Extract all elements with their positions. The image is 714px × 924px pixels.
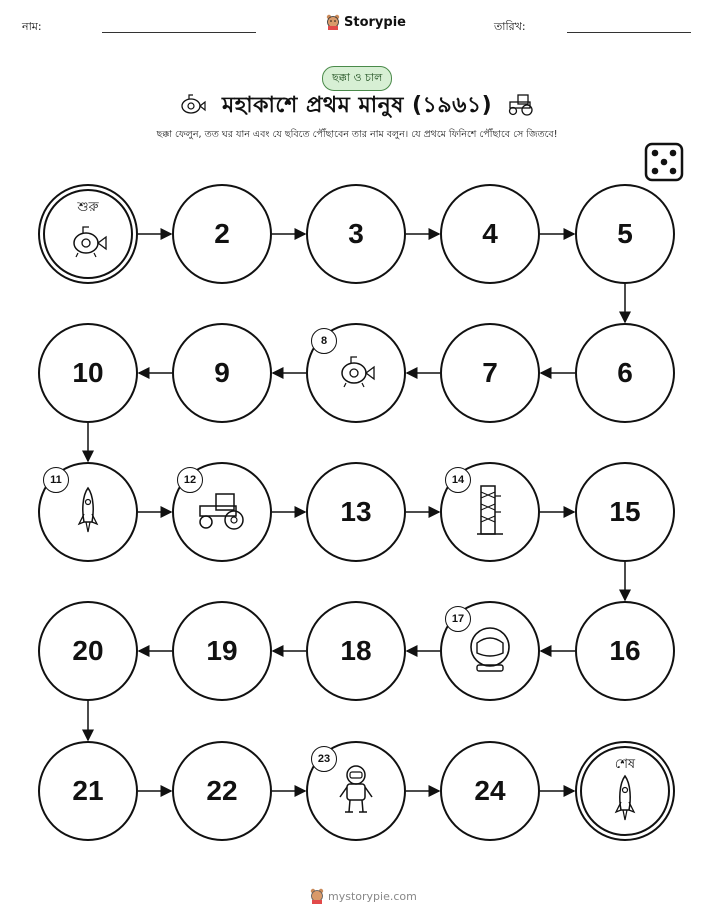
cell-number: 19: [206, 635, 238, 666]
cell-number-badge: 11: [43, 467, 69, 493]
board-cell-24[interactable]: [440, 741, 540, 841]
cell-number: 13: [340, 496, 372, 527]
cell-number: 4: [482, 218, 498, 249]
tractor-icon: [194, 490, 250, 534]
cell-number: 20: [72, 635, 104, 666]
rocket-icon: [77, 486, 99, 538]
board-cell-13[interactable]: [306, 462, 406, 562]
cell-number: 10: [72, 357, 104, 388]
bear-icon: [310, 888, 324, 904]
board-cell-5[interactable]: [575, 184, 675, 284]
cell-number: 18: [340, 635, 372, 666]
board-cell-11[interactable]: [38, 462, 138, 562]
board-cell-3[interactable]: [306, 184, 406, 284]
cell-number-badge: 23: [311, 746, 337, 772]
brand-name: Storypie: [344, 14, 406, 30]
board-cell-14[interactable]: [440, 462, 540, 562]
board-cell-17[interactable]: [440, 601, 540, 701]
start-label: শুরু: [77, 200, 99, 215]
board-cell-23[interactable]: [306, 741, 406, 841]
board-cell-15[interactable]: [575, 462, 675, 562]
date-label: তারিখ:: [494, 20, 526, 33]
finish-cell[interactable]: [575, 741, 675, 841]
launch-tower-icon: [475, 482, 505, 542]
board-cell-19[interactable]: [172, 601, 272, 701]
name-label: নাম:: [22, 20, 42, 33]
instructions: ছক্কা ফেলুন, তত ঘর যান এবং যে ছবিতে পৌঁছাবেন তার নাম বলুন। যে প্রথমে ফিনিশে পৌঁছাবে সে জিতবে!: [156, 129, 558, 140]
cell-number-badge: 17: [445, 606, 471, 632]
footer-url[interactable]: mystorypie.com: [328, 889, 417, 903]
board-cell-4[interactable]: [440, 184, 540, 284]
space-helmet-icon: [465, 625, 515, 677]
cell-number: 2: [214, 218, 230, 249]
board-cell-10[interactable]: [38, 323, 138, 423]
cell-number: 6: [617, 357, 633, 388]
board-cell-22[interactable]: [172, 741, 272, 841]
board-cell-7[interactable]: [440, 323, 540, 423]
cell-number-badge: 12: [177, 467, 203, 493]
cell-number: 24: [474, 775, 506, 806]
cell-number: 3: [348, 218, 364, 249]
board-cell-18[interactable]: [306, 601, 406, 701]
board-cell-16[interactable]: [575, 601, 675, 701]
cell-number: 15: [609, 496, 641, 527]
cell-number: 9: [214, 357, 230, 388]
board-cell-12[interactable]: [172, 462, 272, 562]
start-cell[interactable]: [38, 184, 138, 284]
board-cell-6[interactable]: [575, 323, 675, 423]
board-cell-20[interactable]: [38, 601, 138, 701]
cell-number: 16: [609, 635, 641, 666]
category-tag: ছক্কা ও চাল: [322, 66, 392, 91]
board-cell-9[interactable]: [172, 323, 272, 423]
finish-label: শেষ: [614, 757, 636, 772]
submarine-icon: [336, 353, 376, 393]
cell-number: 21: [72, 775, 104, 806]
board-cell-8[interactable]: [306, 323, 406, 423]
page-title: মহাকাশে প্রথম মানুষ (১৯৬১): [222, 93, 493, 118]
astronaut-icon: [336, 763, 376, 819]
cell-number: 5: [617, 218, 633, 249]
cell-number-badge: 8: [311, 328, 337, 354]
board-cell-2[interactable]: [172, 184, 272, 284]
board-cell-21[interactable]: [38, 741, 138, 841]
cell-number-badge: 14: [445, 467, 471, 493]
cell-number: 22: [206, 775, 238, 806]
cell-number: 7: [482, 357, 498, 388]
footer: [310, 888, 417, 904]
